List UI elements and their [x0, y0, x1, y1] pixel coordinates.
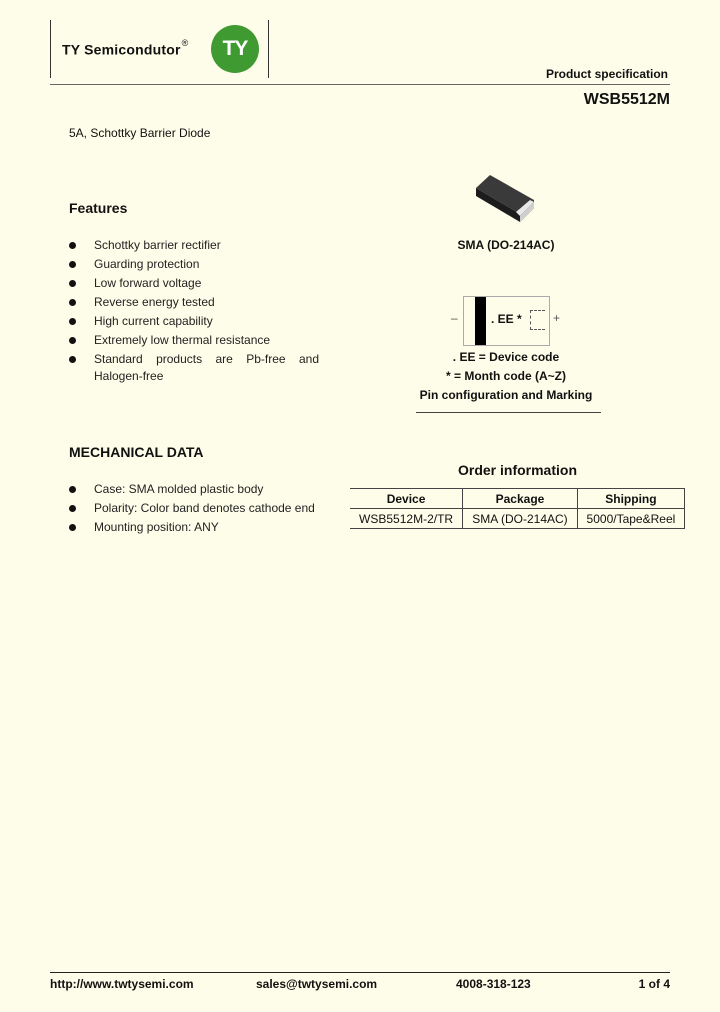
- mechanical-heading: MECHANICAL DATA: [69, 444, 204, 460]
- minus-sign: –: [451, 311, 458, 325]
- list-item: Extremely low thermal resistance: [69, 331, 319, 350]
- list-item: Standard products are Pb-free and: [69, 350, 319, 369]
- right-pad-bracket: [530, 310, 545, 330]
- mechanical-list: [69, 480, 329, 537]
- plus-sign: +: [553, 311, 561, 325]
- features-list: [69, 236, 319, 369]
- list-item: Mounting position: ANY: [69, 518, 329, 537]
- table-header-row: [350, 489, 685, 509]
- header-package: Package: [463, 489, 578, 509]
- list-item: Case: SMA molded plastic body: [69, 480, 329, 499]
- footer-email[interactable]: sales@twtysemi.com: [256, 977, 378, 991]
- list-item: Reverse energy tested: [69, 293, 319, 312]
- brand-name: [62, 38, 189, 58]
- marking-text: . EE *: [491, 312, 522, 326]
- pin-config-note: Pin configuration and Marking: [419, 388, 593, 402]
- header-shipping: Shipping: [577, 489, 684, 509]
- footer-url[interactable]: http://www.twtysemi.com: [50, 977, 194, 991]
- page-number: 1 of 4: [638, 977, 670, 991]
- list-item: Low forward voltage: [69, 274, 319, 293]
- header-right-rule: [268, 20, 269, 78]
- brand-name-text: TY Semicondutor: [62, 41, 181, 58]
- month-code-note: * = Month code (A~Z): [446, 369, 566, 383]
- list-item: High current capability: [69, 312, 319, 331]
- doc-type: Product specification: [545, 67, 668, 81]
- list-item: Polarity: Color band denotes cathode end: [69, 499, 329, 518]
- cell-shipping: 5000/Tape&Reel: [577, 509, 684, 529]
- cell-package: SMA (DO-214AC): [463, 509, 578, 529]
- order-table: [350, 488, 685, 529]
- registered-mark: ®: [181, 38, 189, 48]
- order-info-title: Order information: [457, 462, 577, 478]
- ty-logo: TY: [211, 25, 259, 73]
- cathode-band: [475, 297, 486, 345]
- cell-device: WSB5512M-2/TR: [350, 509, 463, 529]
- device-code-note: . EE = Device code: [452, 350, 560, 364]
- product-subtitle: 5A, Schottky Barrier Diode: [69, 126, 211, 140]
- list-item: Guarding protection: [69, 255, 319, 274]
- footer-rule: [50, 972, 670, 973]
- sma-package-image: [470, 170, 542, 226]
- footer-phone: 4008-318-123: [456, 977, 531, 991]
- header-device: Device: [350, 489, 463, 509]
- header-left-rule: [50, 20, 51, 78]
- features-continuation: Halogen-free: [94, 369, 164, 383]
- header-rule: [50, 84, 670, 85]
- package-label: SMA (DO-214AC): [457, 238, 555, 252]
- features-heading: Features: [69, 200, 128, 216]
- list-item: Schottky barrier rectifier: [69, 236, 319, 255]
- table-row: [350, 509, 685, 529]
- marking-separator: [416, 412, 601, 413]
- part-number: WSB5512M: [583, 91, 670, 108]
